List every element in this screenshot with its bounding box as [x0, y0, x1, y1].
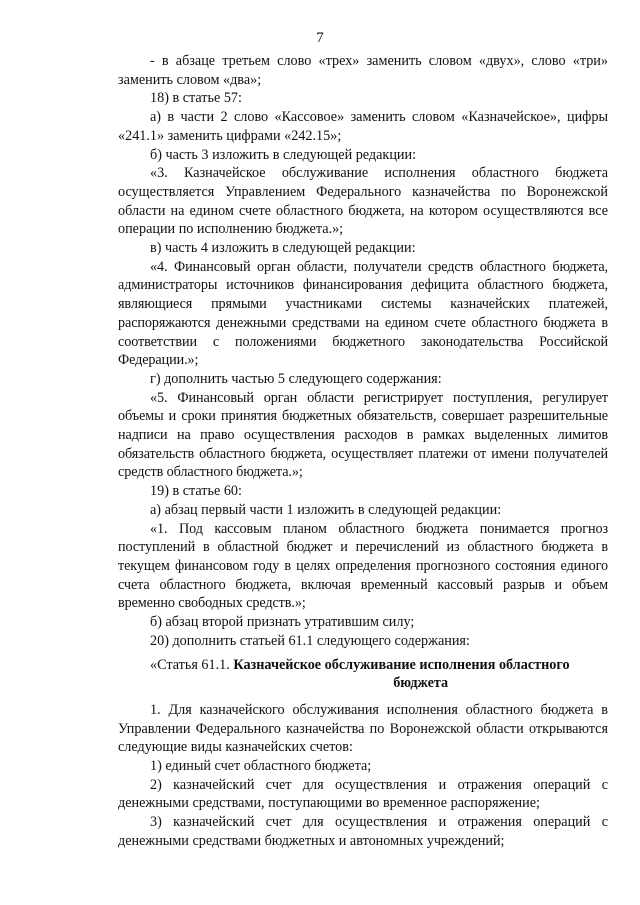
paragraph: 19) в статье 60:	[150, 483, 242, 500]
paragraph: «5. Финансовый орган области регистрирует поступления, регулирует объемы и сроки принятия бюджетных обязательств, совершает разрешительные надписи на право осуществления расходов в рамках выделенных лимитов обязательств областного бюджета, осуществляет платежи от имени получателей средств областного бюджета.»;	[118, 389, 608, 481]
article-heading	[118, 656, 608, 693]
article-heading-title	[233, 656, 608, 693]
paragraph: «3. Казначейское обслуживание исполнения областного бюджета осуществляется Управлением Федерального казначейства по Воронежской области на едином счете областного бюджета, на котором осуществляются все операции по исполнению бюджета.»;	[118, 165, 608, 238]
paragraph: 20) дополнить статьей 61.1 следующего содержания:	[150, 632, 470, 649]
paragraph: «1. Под кассовым планом областного бюджета понимается прогноз поступлений в областной бюджет и перечислений из областного бюджета в текущем финансовом году в целях определения прогнозного состояния единого счета областного бюджета, включая временный кассовый разрыв и объем временно свободных средств.»;	[118, 520, 608, 612]
article-heading-title-line1: Казначейское обслуживание исполнения областного	[233, 656, 570, 673]
paragraph: в) часть 4 изложить в следующей редакции:	[150, 240, 416, 257]
paragraph: 2) казначейский счет для осуществления и отражения операций с денежными средствами, поступающими во временное распоряжение;	[118, 776, 608, 812]
paragraph: г) дополнить частью 5 следующего содержания:	[150, 370, 442, 387]
document-body	[118, 52, 608, 851]
article-heading-prefix: «Статья 61.1.	[150, 656, 234, 673]
paragraph: - в абзаце третьем слово «трех» заменить словом «двух», слово «три» заменить словом «два»;	[118, 53, 608, 88]
paragraph: «4. Финансовый орган области, получатели средств областного бюджета, администраторы источников финансирования дефицита областного бюджета, являющиеся прямыми участниками системы казначейских платежей, распоряжаются денежными средствами на едином счете областного бюджета в соответствии с положениями бюджетного законодательства Российской Федерации.»;	[118, 258, 608, 369]
paragraph: 18) в статье 57:	[150, 90, 242, 107]
page-number: 7	[316, 30, 324, 46]
paragraph: 1) единый счет областного бюджета;	[150, 758, 372, 775]
paragraph: а) абзац первый части 1 изложить в следующей редакции:	[150, 501, 502, 518]
article-heading-title-line2: бюджета	[393, 675, 449, 692]
paragraph: б) абзац второй признать утратившим силу;	[150, 614, 415, 631]
paragraph: а) в части 2 слово «Кассовое» заменить словом «Казначейское», цифры «241.1» заменить цифрами «242.15»;	[118, 109, 608, 144]
paragraph: 1. Для казначейского обслуживания исполнения областного бюджета в Управлении Федерального казначейства по Воронежской области открываются следующие виды казначейских счетов:	[118, 701, 608, 756]
paragraph: б) часть 3 изложить в следующей редакции:	[150, 146, 417, 163]
paragraph: 3) казначейский счет для осуществления и отражения операций с денежными средствами бюджетных и автономных учреждений;	[118, 814, 608, 849]
